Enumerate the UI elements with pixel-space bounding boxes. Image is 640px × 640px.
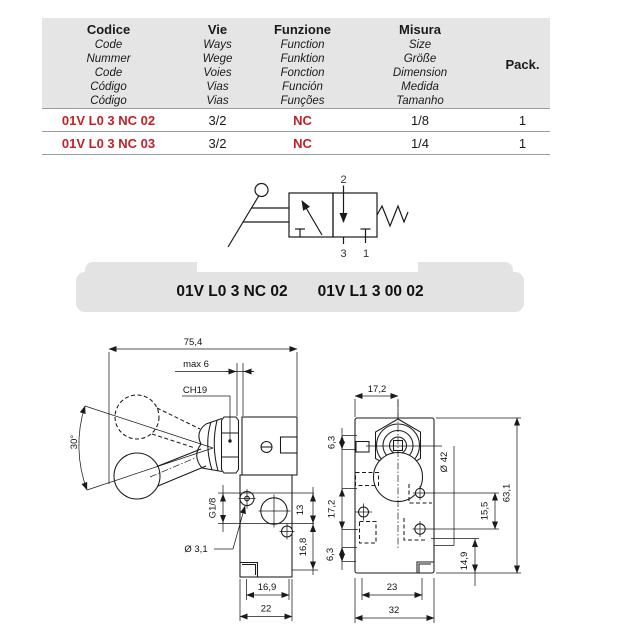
port-label-2: 2 [340, 174, 347, 186]
dim-label-75-4: 75,4 [183, 337, 203, 348]
front-view-drawing [325, 384, 521, 623]
ports-side [239, 489, 295, 540]
dim-label-17-2-top: 17,2 [367, 384, 387, 395]
column-header-ways: Vie Ways Wege Voies Vias Vias [175, 18, 260, 108]
knob-front [374, 400, 423, 548]
dim-left-chain [325, 428, 358, 570]
dim-label-o42: Ø 42 [439, 451, 450, 473]
dim-bottom-widths-front [355, 578, 434, 623]
size-value: 1/4 [410, 135, 430, 151]
dim-wrench-size [182, 385, 232, 443]
dim-label-22: 22 [260, 603, 272, 615]
dim-label-14-9: 14,9 [459, 551, 470, 571]
valve-body-symbol [289, 186, 377, 245]
code-bar-left: 01V L0 3 NC 02 [176, 283, 288, 300]
lever-knob [114, 395, 206, 499]
dim-label-g18: G1/8 [207, 497, 219, 519]
lever-actuator-symbol [228, 184, 289, 248]
col-title-function: Funzione [273, 22, 332, 37]
column-header-function: Funzione Function Funktion Fonction Función Funções [260, 18, 345, 108]
dim-label-13: 13 [295, 504, 306, 516]
dim-label-6-3-top: 6,3 [326, 435, 338, 450]
ways-value: 3/2 [208, 112, 227, 128]
part-code: 01V L0 3 NC 03 [61, 135, 156, 151]
dim-label-32: 32 [388, 605, 400, 616]
dim-label-16-8: 16,8 [298, 537, 309, 557]
col-title-size: Misura [399, 22, 441, 37]
port-label-1: 1 [362, 248, 370, 260]
dim-label-6-3-bottom: 6,3 [325, 547, 336, 562]
dim-label-63-1: 63,1 [501, 483, 513, 503]
pack-value: 1 [518, 112, 527, 128]
dim-label-max6: max 6 [183, 359, 209, 370]
dim-lever-angle [69, 406, 213, 490]
dim-label-15-5: 15,5 [479, 501, 491, 521]
dim-hole-offset [426, 493, 499, 529]
dim-label-17-2-left: 17,2 [326, 499, 338, 519]
spring-return-symbol [377, 206, 408, 226]
pneumatic-symbol [228, 174, 408, 260]
dim-top-width [355, 384, 398, 417]
col-title-pack: Pack. [505, 57, 540, 72]
code-bar-right: 01V L1 3 00 02 [317, 283, 424, 300]
dim-label-ch19: CH19 [182, 385, 208, 396]
function-value: NC [293, 135, 312, 151]
dim-knob-diameter [434, 446, 454, 546]
dim-port-offsets [292, 487, 318, 575]
ways-value: 3/2 [208, 135, 227, 151]
dim-bottom-widths-side [240, 579, 292, 621]
dim-label-3-1: Ø 3,1 [184, 544, 208, 555]
function-value: NC [293, 112, 312, 128]
col-title-ways: Vie [207, 22, 228, 37]
column-header-code: Codice Code Nummer Code Código Código [42, 18, 175, 108]
dim-label-16-9: 16,9 [257, 582, 277, 593]
part-code: 01V L0 3 NC 02 [61, 112, 156, 128]
dim-label-30deg: 30° [69, 434, 80, 450]
pack-value: 1 [518, 135, 527, 151]
side-view-drawing [69, 337, 318, 621]
lever-boot [197, 419, 222, 472]
dim-label-23: 23 [386, 582, 398, 593]
size-value: 1/8 [410, 112, 430, 128]
dim-total-height [436, 418, 521, 573]
port-label-3: 3 [340, 248, 347, 260]
column-header-size: Misura Size Größe Dimension Medida Tamanho [345, 18, 495, 108]
col-title-code: Codice [86, 22, 131, 37]
